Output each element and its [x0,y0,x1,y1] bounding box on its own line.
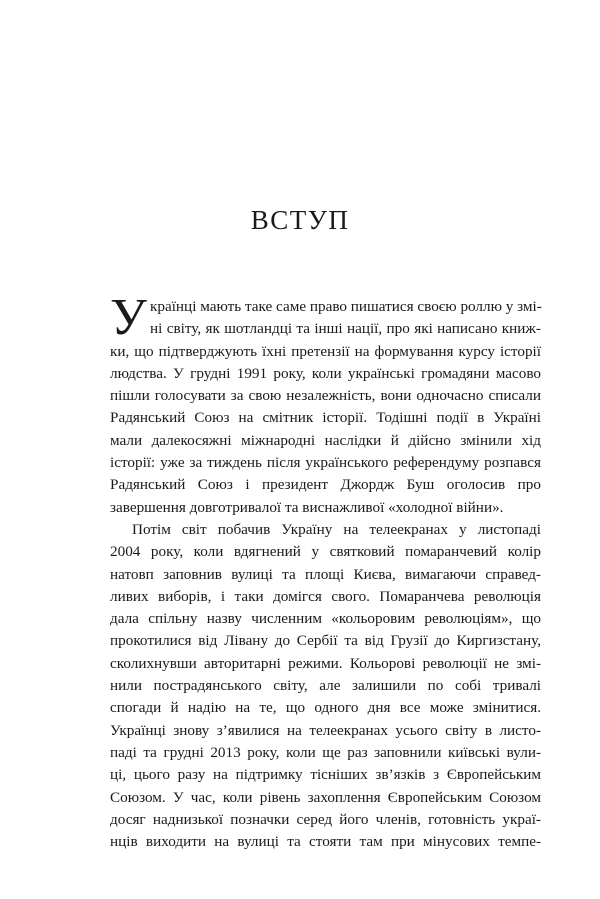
text-line: 2004 року, коли вдягнений у святковий помаранчевий колір [110,543,541,561]
text-line: прокотилися від Лівану до Сербії та від Грузії до Киргизстану, [110,632,541,650]
text-line: ці, цього разу на підтримку тісніших зв’язків з Європейським [110,766,541,784]
chapter-title: ВСТУП [250,205,350,235]
text-line: країнці мають таке саме право пишатися своєю роллю у змі- [150,298,542,315]
text-line: Радянський Союз і президент Джордж Буш оголосив про [110,476,541,494]
text-line: історії: уже за тиждень після українського референдуму розпався [110,454,541,472]
text-line: паді та грудні 2013 року, коли ще раз заповнили київські вули- [110,743,541,761]
text-line: завершення довготривалої та виснажливої «холодної війни». [110,498,504,516]
text-line: Союзом. У час, коли рівень захоплення Європейським Союзом [110,788,541,806]
text-line: досяг наднизької позначки серед його членів, готовність украї- [110,810,541,828]
text-line: ки, що підтверджують їхні претензії на формування курсу історії [110,342,541,360]
text-line: ливих виборів, і таки домігся свого. Помаранчева революція [110,587,541,605]
text-line: нили пострадянського світу, але залишили по собі тривалі [110,677,541,695]
text-line: ні світу, як шотландці та інші нації, про які написано книж- [150,320,541,338]
body-text [110,289,542,853]
text-line: сколихнувши авторитарні режими. Кольорові революції не змі- [110,654,541,672]
drop-cap: У [110,289,147,346]
text-line: Українці знову з’явилися на телеекранах усього світу в листо- [110,721,541,739]
text-line: нців виходити на вулиці та стояти там при мінусових темпе- [110,833,541,851]
text-line: мали далекосяжні міжнародні наслідки й дійсно змінили хід [110,431,541,449]
text-line: Радянський Союз на смітник історії. Тодішні події в Україні [110,409,541,427]
text-line: людства. У грудні 1991 року, коли українські громадяни масово [110,364,541,382]
paragraph-1 [110,289,542,519]
text-line: дала спільну назву численним «кольоровим революціям», що [110,610,541,628]
paragraph-2 [110,519,541,853]
text-line: Потім світ побачив Україну на телеекранах у листопаді [132,520,541,538]
text-line: натовп заповнив вулиці та площі Києва, вимагаючи справед- [110,565,541,583]
text-line: спогади й надію на те, що одного дня все може змінитися. [110,699,541,717]
text-line: пішли голосувати за свою незалежність, вони одночасно списали [110,387,541,405]
